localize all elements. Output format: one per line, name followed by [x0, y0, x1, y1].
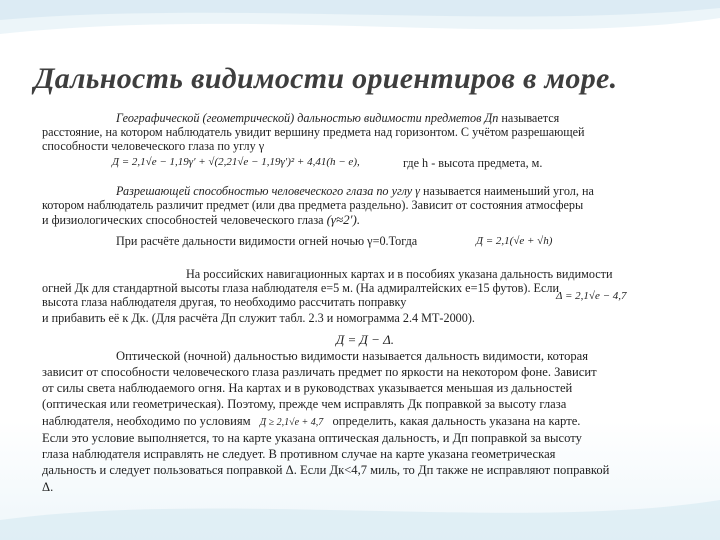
paragraph-5-line-3: от силы света наблюдаемого огня. На картах и в руководствах указывается меньшая из дальностей — [42, 381, 573, 395]
paragraph-2-line-3: и физиологических способностей человеческого глаза (γ≈2′). — [42, 212, 361, 227]
gamma-value-formula: (γ≈2′). — [326, 212, 361, 227]
paragraph-5-line-9: Δ. — [42, 480, 54, 494]
paragraph-1-line-3: способности человеческого глаза по углу γ — [42, 139, 265, 153]
paragraph-3-line-1: При расчёте дальности видимости огней ночью γ=0.Тогда — [116, 234, 418, 248]
paragraph-4-line-1: На российских навигационных картах и в пособиях указана дальность видимости — [186, 267, 613, 281]
paragraph-5-line-6: Если это условие выполняется, то на карте указана оптическая дальность, и Дп поправкой за высоту — [42, 431, 582, 445]
paragraph-5-line-5: наблюдателя, необходимо по условиям Д ≥ 2,1√e + 4,7 определить, какая дальность указана на карте. — [42, 414, 581, 428]
term-geographic-range: Географической (геометрической) дальностью видимости предметов Дп — [116, 111, 499, 125]
decorative-bottom-swoosh — [0, 480, 720, 540]
paragraph-2-line-2: котором наблюдатель различит предмет (или два предмета раздельно). Зависит от состояния атмосферы — [42, 198, 584, 212]
formula-night-range: Д = 2,1(√e + √h) — [476, 235, 553, 247]
formula-condition: Д ≥ 2,1√e + 4,7 — [259, 417, 324, 428]
paragraph-5-line-8: дальность и следует пользоваться поправкой Δ. Если Дк<4,7 миль, то Дп также не исправляют поправкой — [42, 463, 610, 477]
term-resolving-power: Разрешающей способностью человеческого глаза по углу γ — [116, 184, 420, 198]
paragraph-5-line-7: глаза наблюдателя исправлять не следует. В противном случае на карте указана геометрическая — [42, 447, 556, 461]
decorative-top-swoosh — [0, 0, 720, 70]
paragraph-5-line-1: Оптической (ночной) дальностью видимости называется дальность видимости, которая — [116, 349, 589, 363]
paragraph-1-line-2: расстояние, на котором наблюдатель увидит вершину предмета над горизонтом. С учётом разрешающей — [42, 125, 585, 139]
paragraph-2-line-1: Разрешающей способностью человеческого глаза по углу γ называется наименьший угол, на — [116, 184, 594, 198]
paragraph-4-line-3: высота глаза наблюдателя другая, то необходимо рассчитать поправку — [42, 295, 407, 309]
paragraph-4-line-4: и прибавить её к Дк. (Для расчёта Дп служит табл. 2.3 и номограмма 2.4 МТ-2000). — [42, 311, 475, 325]
paragraph-4-line-2: огней Дк для стандартной высоты глаза наблюдателя e=5 м. (На адмиралтейских e=15 футов). Если — [42, 281, 559, 295]
paragraph-5-line-2: зависит от способности человеческого глаза различать предмет по яркости на некотором фоне. Зависит — [42, 365, 597, 379]
slide-title: Дальность видимости ориентиров в море. — [34, 62, 618, 95]
paragraph-1-line-1: Географической (геометрической) дальностью видимости предметов Дп называется — [116, 111, 560, 125]
paragraph-5-line-4: (оптическая или геометрическая). Поэтому, прежде чем исправлять Дк поправкой за высоту глаза — [42, 397, 567, 411]
formula-geographic-range: Д = 2,1√e − 1,19γ′ + √(2,21√e − 1,19γ′)² + 4,41(h − e), — [112, 156, 360, 168]
formula-1-note: где h - высота предмета, м. — [403, 156, 543, 170]
formula-height-correction: Δ = 2,1√e − 4,7 — [556, 290, 627, 302]
formula-corrected-range: Д = Д − Δ. — [336, 332, 394, 347]
